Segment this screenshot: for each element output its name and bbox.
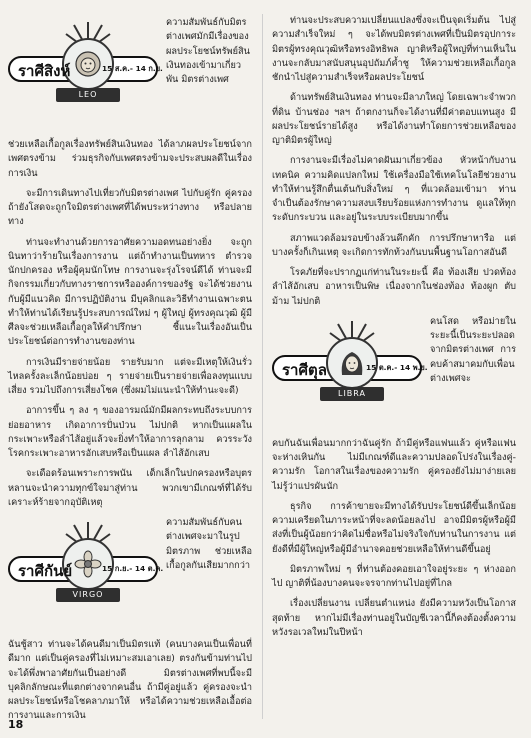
sign-latin-virgo: VIRGO: [72, 590, 104, 599]
leo-section: [8, 16, 252, 132]
sign-latin-libra: LIBRA: [337, 388, 366, 398]
sign-dates-libra: 15 ต.ค.- 14 พ.ย.: [366, 362, 428, 372]
libra-badge: [272, 317, 428, 429]
virgo-badge: [8, 518, 164, 630]
leo-paragraph-1: ช่วยเหลือเกื้อกูลเรื่องทรัพย์สินเงินทอง ได้ลาภผลประโยชน์จากเพศตรงข้าม ร่วมธุรกิจกับเพศตรงข้ามจะประสบผลดีในเรื่องการเงิน: [8, 139, 252, 179]
libra-paragraph-2: ธุรกิจ การค้าขายจะมีทางได้รับประโยชน์ดีขึ้นเล็กน้อย ความเครียดในภาระหน้าที่จะลดน้อยลงไป อาจมีมิตรผู้หรือผู้มีส่งที่เป็นผู้น้อยกว่าคิดไม่ซื่อหรือไม่จริงใจกับท่านในการงาน แต่ยังดีที่มีผู้ใหญ่หรือผู้มีอำนาจคอยช่วยเหลือให้ท่านดีขึ้นอยู่: [272, 500, 516, 555]
libra-paragraph-1: คบกันฉันเพื่อนมากกว่าฉันคู่รัก ถ้ามีคู่หรือแฟนแล้ว คู่หรือแฟนจะห่างเหินกัน ไม่มีเกณฑ์ดีและความปลอดโปร่งในเรื่องคู่-ความรัก โอกาสในเรื่องของความรัก คู่ครองยังไม่มาง่ายเลย ไม่รู้ว่าแปรผันนัก: [272, 437, 516, 492]
lion-icon: [74, 50, 102, 78]
leo-paragraph-6: จะเดือดร้อนเพราะการพนัน เด็กเล็กในปกครองหรือบุตรหลานจะนำความทุกข์ใจมาสู่ท่าน พวกเขามีเกณฑ์ที่ได้รับเคราะห์ร้ายจากอุบัติเหตุ: [8, 468, 252, 508]
leo-paragraph-5: อาการขึ้น ๆ ลง ๆ ของอารมณ์มักมีผลกระทบถึงระบบการย่อยอาหาร เกิดอาการปั่นป่วน ไม่ปกติ หากเป็นแผลในกระเพาะหรือลำไส้อยู่แล้วจะยิ่งทำให้อาการลุกลาม ควรระวังโรคกระเพาะอาหารอักเสบหรือเป็นแผล ลำไส้อักเสบ: [8, 405, 252, 459]
libra-intro: คนโสด หรือม่ายในระยะนี้เป็นระยะปลอดจากมิตรต่างเพศ การคบค้าสมาคมกับเพื่อนต่างเพศจะ: [430, 315, 516, 384]
sign-dates-virgo: 15 ก.ย.- 14 ต.ค.: [102, 564, 164, 573]
sign-dates-leo: 15 ส.ค.- 14 ก.ย.: [102, 64, 163, 73]
right-column: [272, 14, 516, 646]
flower-icon: [74, 550, 102, 578]
sign-name-leo: ราศีสิงห์: [18, 62, 71, 80]
virgo-intro: ความสัมพันธ์กับคนต่างเพศจะมาในรูปมิตรภาพ ช่วยเหลือเกื้อกูลกันเสียมากกว่า: [166, 517, 252, 571]
leo-intro: ความสัมพันธ์กับมิตรต่างเพศมักมีเรื่องของผลประโยชน์ทรัพย์สินเงินทองเข้ามาเกี่ยวพัน มิตรต่างเพศ: [166, 17, 250, 85]
virgo-paragraph-2: ท่านจะประสบความเปลี่ยนแปลงซึ่งจะเป็นจุดเริ่มต้น ไปสู่ความสำเร็จใหม่ ๆ จะได้พบมิตรต่างเพศที่เป็นมิตรอุปการะ มิตรผู้ทรงคุณวุฒิหรือทรงอิทธิพล ญาติหรือผู้ใหญ่ที่ท่านเห็นในงานจะกลับมาสนับสนุนอุปถัมภ์ค้ำชู ให้ความช่วยเหลือเกื้อกูล ชักนำไปสู่ความสำเร็จหรือผลประโยชน์: [272, 15, 516, 83]
leo-paragraph-4: การเงินมีรายจ่ายน้อย รายรับมาก แต่จะมีเหตุให้เงินรั่วไหลครั้งละเล็กน้อยบ่อย ๆ รายจ่ายเป็นรายจ่ายเพื่อลงทุนแบบเสี่ยง รวมไปถึงการเสี่ยงโชค (ซึ่งผมไม่แนะนำให้ทำนะจะดี): [8, 356, 252, 396]
leo-paragraph-2: จะมีการเดินทางไปเที่ยวกับมิตรต่างเพศ ไปกับคู่รัก คู่ครอง ถ้ายังโสดจะถูกใจมิตรต่างเพศที่ได้พบระหว่างทาง หรือปลายทาง: [8, 187, 252, 228]
libra-paragraph-3: มิตรภาพใหม่ ๆ ที่ท่านต้องคอยเอาใจอยู่ระยะ ๆ ห่างออกไป ญาติที่น้องบางคนจะจรจากท่านไปอยู่ที่ไกล: [272, 563, 516, 589]
virgo-section: [8, 516, 252, 632]
sign-latin-leo: LEO: [78, 90, 98, 99]
virgo-paragraph-5: สภาพแวดล้อมรอบข้างล้วนคึกคัก การปรึกษาหารือ แต่บางครั้งก็เกินเหตุ จะเกิดการทักท้วงกันบนพื้นฐานโอกาสอันดี: [272, 232, 516, 258]
leo-paragraph-3: ท่านจะทำงานด้วยการอาศัยความอดทนอย่างยิ่ง จะถูกนินทาว่าร้ายในเรื่องการงาน แต่ถ้าทำงานเป็นทหาร ตำรวจ นักปกครอง หรือผู้คุมนักโทษ การงานจะรุ่งโรจน์ดีได้ ท่านจะมีกิจกรรมเกี่ยวกับทางราชการหรือองค์การของรัฐ จะได้ช่วยงานกับผู้มีแนวคิด มีการปฏิบัติงาน มีบุคลิกและวิธีทำงานเฉพาะตนทำให้ท่านได้เรียนรู้ประสบการณ์ใหม่ ๆ ผู้ใหญ่ ผู้ทรงคุณวุฒิ ผู้มีศีลจะช่วยเหลือเกื้อกูลให้คำปรึกษา ชี้แนะในเรื่องอันเป็นประโยชน์ต่อการทำงานของท่าน: [8, 236, 252, 348]
virgo-paragraph-3: ด้านทรัพย์สินเงินทอง ท่านจะมีลาภใหญ่ โดยเฉพาะจำพวกที่ดิน บ้านช่อง ฯลฯ ถ้าตกงานก็จะได้งานที่มีค่าตอบแทนสูง มีผลประโยชน์รายได้สูง หรือได้งานทำโดยการช่วยเหลือของญาติมิตรผู้ใหญ่: [272, 92, 516, 146]
sign-name-virgo: ราศีกันย์: [18, 562, 73, 580]
virgo-paragraph-4: การงานจะมีเรื่องไม่คาดฝันมาเกี่ยวข้อง หัวหน้ากับงานเทคนิค ความคิดแปลกใหม่ ใช้เครื่องมือใช้เทคโนโลยีช่วยงาน ทำให้ท่านรู้สึกตื่นเต้นกับสิ่งใหม่ ๆ ที่แวดล้อมเข้ามา ท่านจำเป็นต้องรักษาความสงบเรียบร้อยแห่งการทำงาน ดูแลให้ทุกระดับกระบวน และอยู่ในระบบระเบียบมากขึ้น: [272, 155, 516, 224]
page-number: 18: [8, 718, 24, 731]
libra-section: [272, 315, 516, 431]
left-column: [8, 14, 252, 730]
column-divider: [262, 14, 263, 719]
virgo-paragraph-1: ฉันชู้สาว ท่านจะได้คนดีมาเป็นมิตรแท้ (คนบางคนเป็นเพื่อนที่ดีมาก แต่เป็นคู่ครองที่ไม่เหมาะสมเอาเลย) ตรงกันข้ามท่านไปจะได้พึ่งพาอาศัยกันเป็นอย่างดี มิตรต่างเพศที่พบนี้จะมีบุคลิกลักษณะที่แตกต่างจากคนอื่น ถ้ามีคู่อยู่แล้ว คู่ครองจะนำผลประโยชน์หรือโชคลาภมาให้ หรือได้ความช่วยเหลือเอื้อต่อการงานและการเงิน: [8, 639, 252, 722]
sign-name-libra: ราศีตุล: [282, 360, 327, 379]
leo-badge: [8, 18, 163, 130]
libra-paragraph-4: เรื่องเปลี่ยนงาน เปลี่ยนตำแหน่ง ยังมีความหวังเป็นโอกาสสุดท้าย หากไม่มีเรื่องท่านอยู่ในบัญชีเวลานี้ก็คงต้องตั้งความหวังรอเวลใหม่ในปีหน้า: [272, 598, 516, 638]
virgo-paragraph-6: โรคภัยที่จะปรากฏแก่ท่านในระยะนี้ คือ ท้องเสีย ปวดท้อง ลำไส้อักเสบ อาหารเป็นพิษ เนื่องจากในช่องท้อง ท้องผูก ตับ ม้าม ไม่ปกติ: [272, 267, 516, 307]
woman-face-icon: [338, 349, 366, 377]
